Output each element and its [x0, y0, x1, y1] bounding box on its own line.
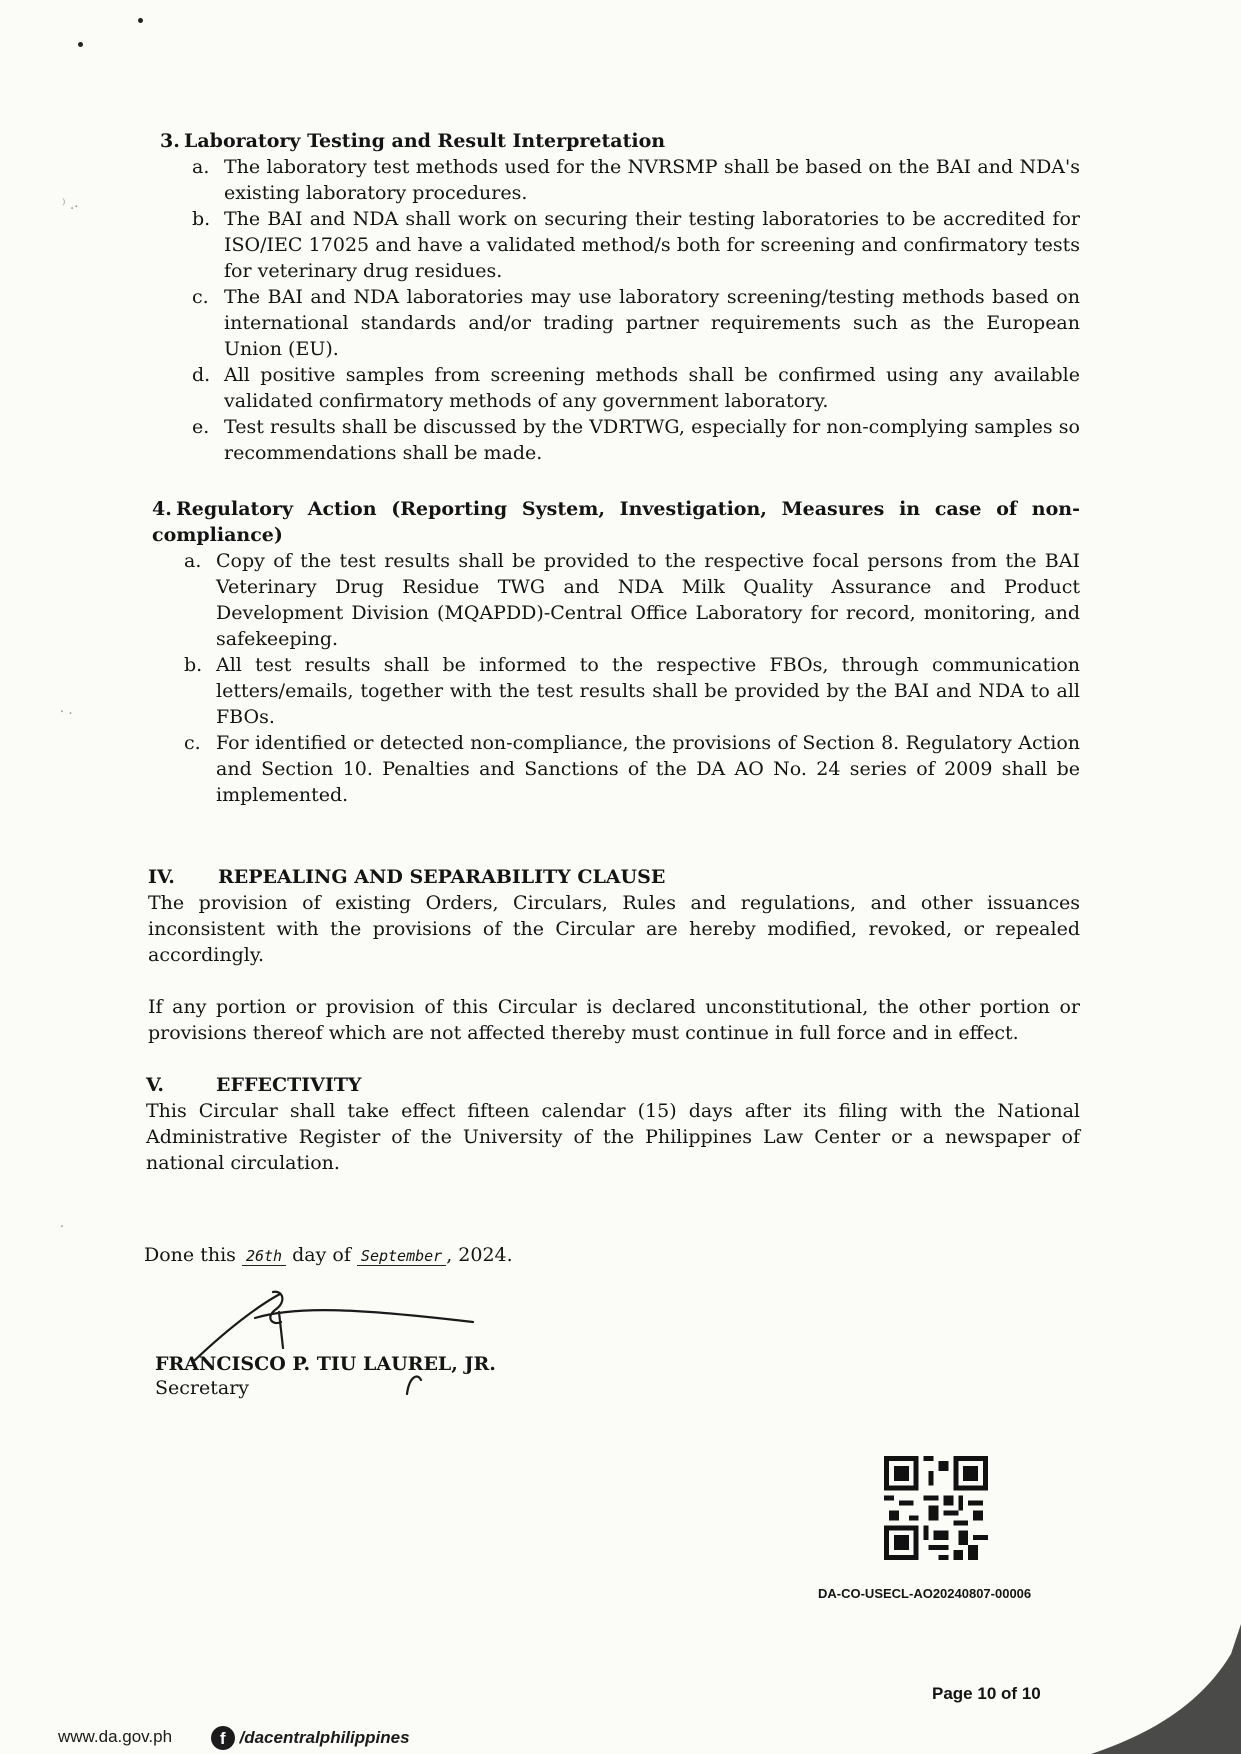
scan-shadow-corner: [1071, 1624, 1241, 1754]
page-prefix: Page: [932, 1684, 973, 1703]
section-3-heading: [160, 128, 1080, 154]
list-item: [192, 206, 1080, 284]
part-v-heading: [146, 1072, 1080, 1098]
done-line: [144, 1242, 1080, 1269]
list-item: [192, 414, 1080, 466]
list-item: [184, 730, 1080, 808]
part-iv-number: IV.: [148, 866, 175, 888]
scan-dot: [138, 18, 143, 23]
list-item: [192, 284, 1080, 362]
footer-website[interactable]: www.da.gov.ph: [58, 1727, 173, 1747]
qr-code: [884, 1456, 988, 1560]
scan-speck: ⸳: [60, 1217, 64, 1233]
item-label: e.: [192, 416, 210, 438]
section-4: [152, 496, 1080, 808]
facebook-icon: f: [211, 1726, 235, 1750]
part-iv: [148, 864, 1080, 1046]
item-text: All positive samples from screening methods shall be confirmed using any available validated confirmatory methods of any government laboratory.: [224, 364, 1080, 412]
part-iv-paragraph-2: If any portion or provision of this Circular is declared unconstitutional, the other portion or provisions thereof which are not affected thereby must continue in full force and in effect.: [148, 996, 1080, 1044]
item-label: a.: [184, 550, 202, 572]
list-item: [192, 154, 1080, 206]
section-3-number: 3.: [160, 130, 180, 152]
document-code: DA-CO-USECL-AO20240807-00006: [818, 1586, 1032, 1601]
item-text: The BAI and NDA shall work on securing their testing laboratories to be accredited for ISO/IEC 17025 and have a validated method/s both for screening and confirmatory tests for veterinary drug residues.: [224, 208, 1080, 282]
list-item: [184, 548, 1080, 652]
item-label: b.: [184, 654, 203, 676]
item-label: d.: [192, 364, 211, 386]
done-prefix: Done this: [144, 1244, 236, 1266]
footer-facebook[interactable]: /dacentralphilippines: [239, 1728, 410, 1747]
page-of: of: [1001, 1684, 1018, 1703]
item-label: c.: [184, 732, 201, 754]
item-label: a.: [192, 156, 210, 178]
item-text: For identified or detected non-compliance, the provisions of Section 8. Regulatory Action and Section 10. Penalties and Sanctions of the DA AO No. 24 series of 2009 shall be implemented.: [216, 732, 1080, 806]
part-v: [146, 1072, 1080, 1176]
item-text: The BAI and NDA laboratories may use laboratory screening/testing methods based on international standards and/or trading partner requirements such as the European Union (EU).: [224, 286, 1080, 360]
section-4-heading: [152, 496, 1080, 548]
done-middle: day of: [292, 1244, 351, 1266]
done-month: September: [357, 1247, 446, 1266]
part-iv-paragraph-1: The provision of existing Orders, Circulars, Rules and regulations, and other issuances inconsistent with the provisions of the Circular are hereby modified, revoked, or repealed accordingly.: [148, 892, 1080, 966]
section-4-number: 4.: [152, 498, 172, 520]
part-iv-heading: [148, 864, 1080, 890]
done-day: 26th: [242, 1247, 286, 1266]
document-body: [144, 128, 1080, 1269]
signatory-name: FRANCISCO P. TIU LAUREL, JR.: [155, 1353, 496, 1375]
section-3-title: Laboratory Testing and Result Interpretation: [184, 130, 666, 152]
item-label: c.: [192, 286, 209, 308]
signature-block: [155, 1282, 496, 1402]
page-current: 10: [977, 1684, 997, 1703]
part-iv-title: REPEALING AND SEPARABILITY CLAUSE: [218, 866, 666, 888]
scan-speck: ⁾ .⸳: [62, 197, 79, 213]
scan-speck: ⸳ .: [60, 702, 73, 718]
item-text: The laboratory test methods used for the NVRSMP shall be based on the BAI and NDA's existing laboratory procedures.: [224, 156, 1080, 204]
part-v-title: EFFECTIVITY: [216, 1074, 362, 1096]
item-label: b.: [192, 208, 211, 230]
section-4-title: Regulatory Action (Reporting System, Investigation, Measures in case of non-compliance): [152, 498, 1080, 546]
item-text: Test results shall be discussed by the VDRTWG, especially for non-complying samples so recommendations shall be made.: [224, 416, 1080, 464]
list-item: [192, 362, 1080, 414]
list-item: [184, 652, 1080, 730]
footer: [58, 1726, 410, 1750]
section-3: [160, 128, 1080, 466]
part-v-paragraph: This Circular shall take effect fifteen calendar (15) days after its filing with the National Administrative Register of the University of the Philippines Law Center or a newspaper of national circulation.: [146, 1100, 1080, 1174]
done-suffix: , 2024.: [446, 1244, 513, 1266]
section-3-list: [160, 154, 1080, 466]
item-text: Copy of the test results shall be provided to the respective focal persons from the BAI Veterinary Drug Residue TWG and NDA Milk Quality Assurance and Product Development Division (MQAPDD)-Central Office Laboratory for record, monitoring, and safekeeping.: [216, 550, 1080, 650]
signatory-title: Secretary: [155, 1377, 250, 1399]
part-v-number: V.: [146, 1074, 165, 1096]
page-number: [932, 1684, 1041, 1704]
page-total: 10: [1021, 1684, 1041, 1703]
scan-dot: [78, 42, 83, 47]
item-text: All test results shall be informed to the respective FBOs, through communication letters/emails, together with the test results shall be provided by the BAI and NDA to all FBOs.: [216, 654, 1080, 728]
section-4-list: [160, 548, 1080, 808]
